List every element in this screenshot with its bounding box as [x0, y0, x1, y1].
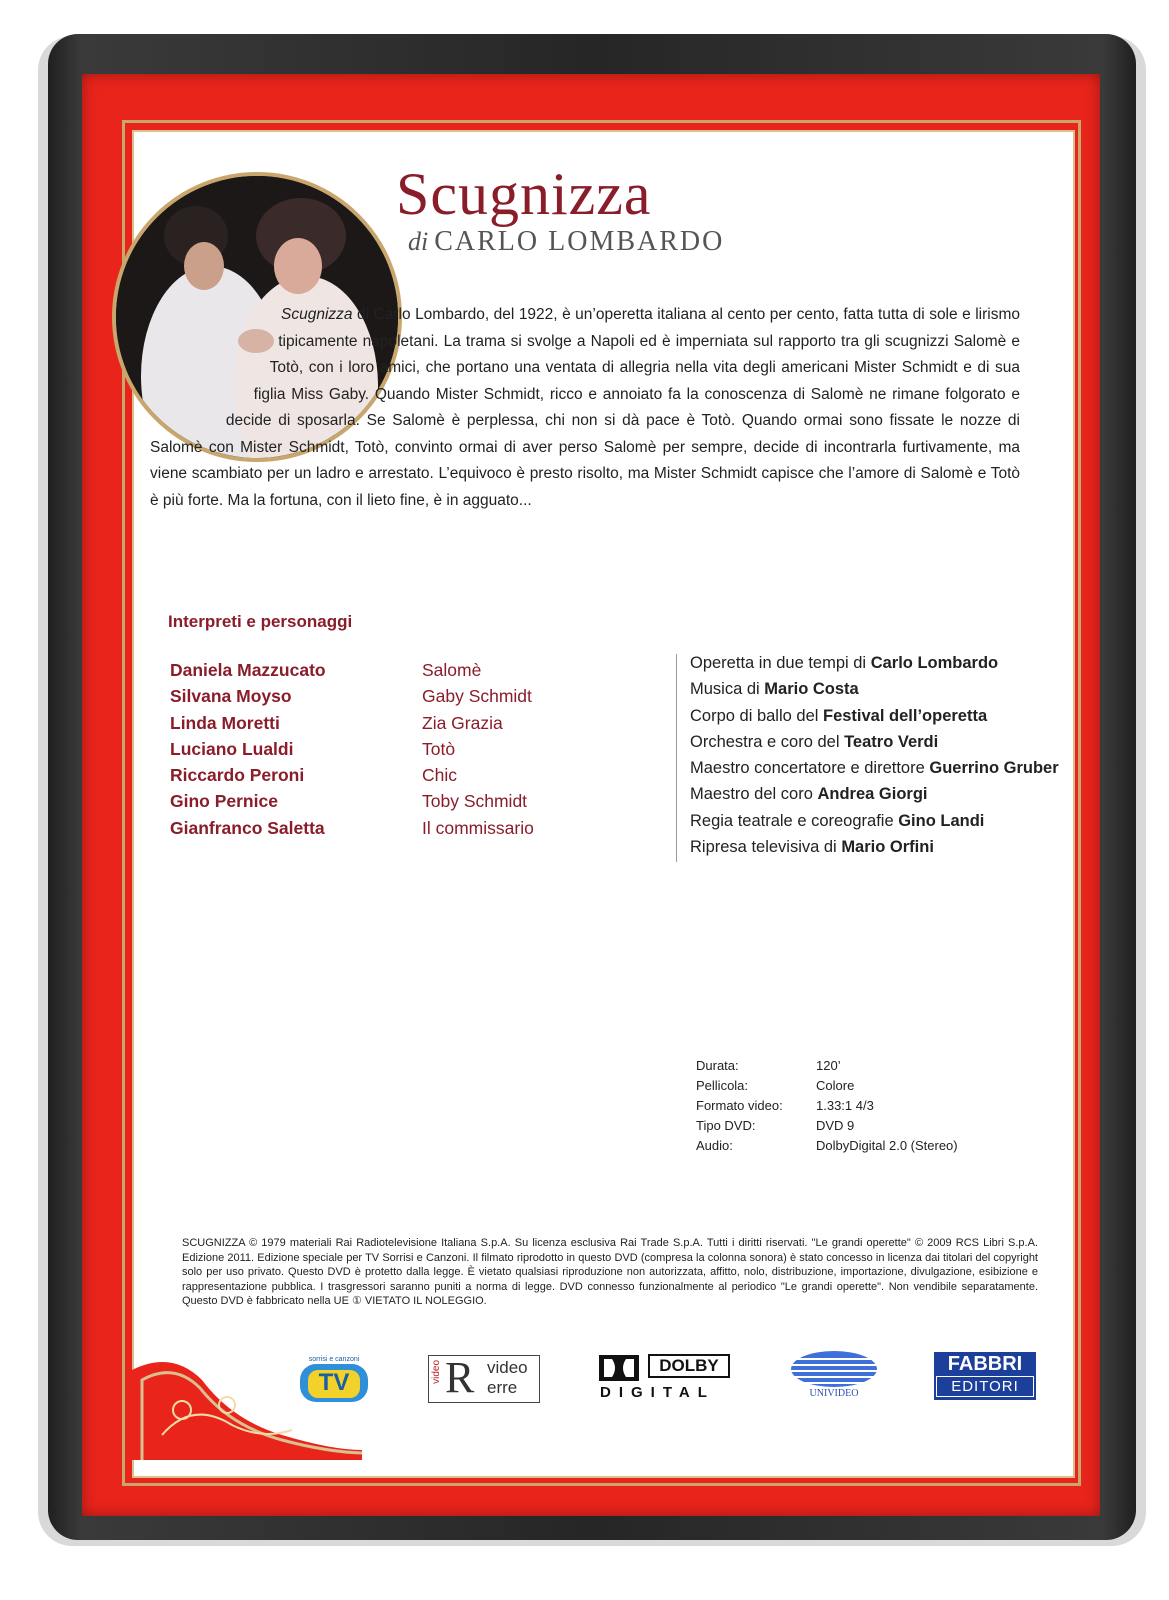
tv-logo-small: sorrisi e canzoni: [308, 1356, 360, 1363]
cast-actor: Gianfranco Saletta: [170, 817, 325, 838]
credit-label: Regia teatrale e coreografie: [690, 811, 899, 830]
credit-label: Corpo di ballo del: [690, 706, 823, 725]
spec-value: 120’: [816, 1058, 841, 1073]
cast-actor: Silvana Moyso: [170, 686, 292, 707]
credit-label: Orchestra e coro del: [690, 732, 845, 751]
credit-name: Gino Landi: [898, 811, 985, 830]
univideo-label: UNIVIDEO: [809, 1388, 859, 1399]
videorerre-logo: [428, 1355, 540, 1403]
credit-label: Ripresa televisiva di: [690, 838, 842, 857]
univideo-logo: [790, 1350, 878, 1402]
legal-text: SCUGNIZZA © 1979 materiali Rai Radiotelevisione Italiana S.p.A. Su licenza esclusiva Rai Trade S.p.A. Tutti i diritti riservati. "Le grandi operette" © 2009 RCS Libri S.p.A. Edizione 2011. Edizione speciale per TV Sorrisi e Canzoni. Il filmato riprodotto in questo DVD (compresa la colonna sonora) è stato concesso in licenza dai titolari del copyright solo per uso privato. Questo DVD è protetto dalla legge. È vietato qualsiasi riproduzione non autorizzata, affitto, nolo, distribuzione, importazione, divulgazione, esibizione e rappresentazione pubblica. I trasgressori saranno puniti a norma di legge. DVD connesso funzionalmente al periodico "Le grandi operette". Non vendibile separatamente. Questo DVD è fabbricato nella UE ① VIETATO IL NOLEGGIO.: [182, 1237, 1038, 1307]
spec-value: DolbyDigital 2.0 (Stereo): [816, 1138, 958, 1153]
credits-divider: [676, 654, 677, 862]
cast-role: Gaby Schmidt: [422, 686, 532, 707]
credit-label: Maestro del coro: [690, 785, 818, 804]
credit-line: [690, 680, 1059, 706]
credit-name: Teatro Verdi: [844, 732, 939, 751]
synopsis-text: di Carlo Lombardo, del 1922, è un’operetta italiana al cento per cento, fatta tutta di sole e lirismo tipicamente napoletani. La trama si svolge a Napoli ed è imperniata sul rapporto tra gli scugnizzi Salomè e Totò, con i loro amici, che portano una ventata di allegria nella vita degli americani Mister Schmidt e di sua figlia Miss Gaby. Quando Mister Schmidt, ricco e annoiato fa la conoscenza di Salomè ne rimane folgorato e decide di sposarla. Se Salomè è perplessa, chi non si dà pace è Totò. Quando ormai sono fissate le nozze di Salomè con Mister Schmidt, Totò, convinto ormai di aver perso Salomè per sempre, decide di incontrarla furtivamente, ma viene scambiato per un ladro e arrestato. L’equivoco è presto risolto, ma Mister Schmidt capisce che l’amore di Salomè e Totò è più forte. Ma la fortuna, con il lieto fine, è in agguato...: [150, 306, 1020, 509]
page-title: Scugnizza: [396, 161, 652, 227]
spec-label: Audio:: [696, 1138, 733, 1153]
credit-label: Musica di: [690, 680, 765, 699]
cast-actor: Gino Pernice: [170, 791, 278, 812]
spec-row: [696, 1118, 958, 1138]
spec-row: [696, 1138, 958, 1158]
tv-sorrisi-logo: [298, 1356, 370, 1404]
credits-list: [690, 654, 1059, 864]
credit-name: Guerrino Gruber: [929, 759, 1059, 778]
credit-label: Maestro concertatore e direttore: [690, 759, 930, 778]
tech-specs: [696, 1058, 958, 1158]
cast-role: Il commissario: [422, 817, 534, 838]
spec-label: Formato video:: [696, 1098, 783, 1113]
credit-name: Andrea Giorgi: [817, 785, 928, 804]
fabbri-editori-logo: [934, 1352, 1036, 1400]
spec-value: Colore: [816, 1078, 855, 1093]
spec-value: 1.33:1 4/3: [816, 1098, 874, 1113]
fabbri-top: FABBRI: [947, 1353, 1023, 1375]
spec-label: Tipo DVD:: [696, 1118, 756, 1133]
credit-label: Operetta in due tempi di: [690, 654, 871, 672]
cast-actor: Linda Moretti: [170, 712, 280, 733]
cast-row: [170, 686, 534, 712]
videorerre-top: video: [487, 1358, 528, 1377]
synopsis: [150, 302, 1020, 514]
cast-list: [170, 660, 534, 844]
spec-row: [696, 1098, 958, 1118]
credit-name: Mario Costa: [764, 680, 859, 699]
tv-logo-main: TV: [318, 1369, 350, 1396]
cast-actor: Daniela Mazzucato: [170, 660, 326, 680]
videorerre-r: R: [445, 1353, 475, 1402]
cast-role: Totò: [422, 738, 456, 759]
credit-name: Festival dell’operetta: [823, 706, 988, 725]
videorerre-bottom: erre: [487, 1378, 518, 1397]
credit-name: Carlo Lombardo: [870, 654, 999, 672]
credit-line: [690, 654, 1059, 680]
spec-label: Pellicola:: [696, 1078, 749, 1093]
credit-line: [690, 838, 1059, 864]
videorerre-side: video: [431, 1360, 442, 1384]
cast-heading: Interpreti e personaggi: [168, 612, 353, 631]
cast-role: Toby Schmidt: [422, 791, 528, 812]
dolby-box: DOLBY: [648, 1354, 730, 1378]
cast-row: [170, 818, 534, 844]
cast-role: Zia Grazia: [422, 712, 503, 733]
credit-line: [690, 785, 1059, 811]
spec-value: DVD 9: [816, 1118, 855, 1133]
credit-line: [690, 812, 1059, 838]
dolby-digital-logo: [598, 1352, 736, 1404]
spec-label: Durata:: [696, 1058, 739, 1073]
dolby-digital-label: DIGITAL: [600, 1384, 715, 1401]
cast-actor: Riccardo Peroni: [170, 765, 305, 786]
univideo-globe-icon: [790, 1350, 878, 1388]
cast-actor: Luciano Lualdi: [170, 738, 294, 759]
dolby-double-d-icon: [598, 1354, 640, 1382]
subtitle-author: CARLO LOMBARDO: [434, 226, 725, 257]
cast-row: [170, 791, 534, 817]
cast-row: [170, 660, 534, 686]
spec-row: [696, 1058, 958, 1078]
spec-row: [696, 1078, 958, 1098]
cast-row: [170, 739, 534, 765]
subtitle: [408, 226, 724, 258]
subtitle-di: di: [408, 227, 429, 256]
synopsis-italic-title: Scugnizza: [281, 306, 353, 323]
cast-row: [170, 765, 534, 791]
fabbri-bottom: EDITORI: [936, 1376, 1034, 1397]
credit-line: [690, 733, 1059, 759]
cast-role: Chic: [422, 765, 458, 786]
credit-line: [690, 707, 1059, 733]
cast-role: Salomè: [422, 660, 482, 680]
credit-line: [690, 759, 1059, 785]
cast-row: [170, 713, 534, 739]
credit-name: Mario Orfini: [841, 838, 934, 857]
